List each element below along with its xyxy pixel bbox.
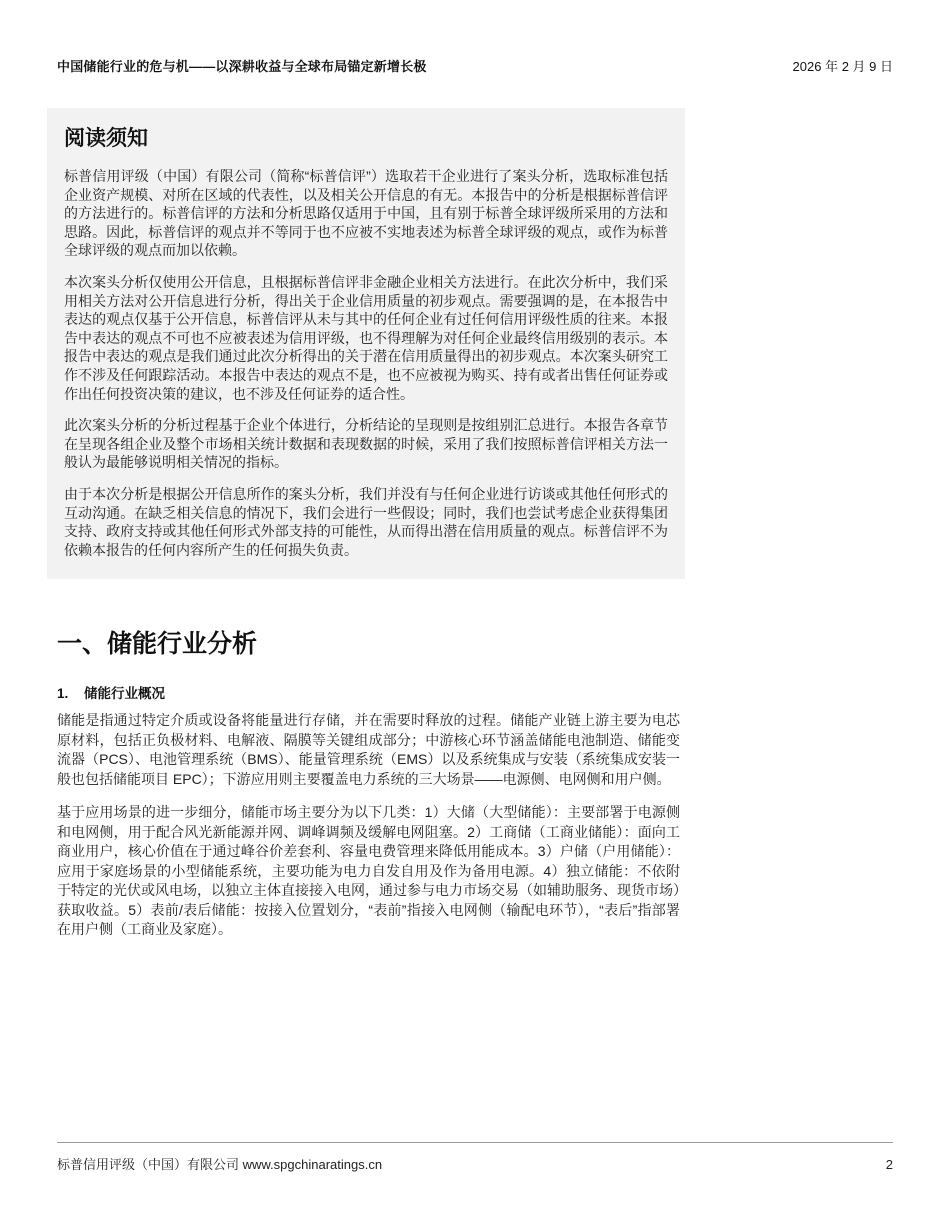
subsection-number: 1. [57, 686, 69, 701]
footer-page-number: 2 [885, 1157, 893, 1172]
page-header [57, 56, 893, 75]
notice-paragraph: 本次案头分析仅使用公开信息，且根据标普信评非金融企业相关方法进行。在此次分析中，我们采用相关方法对公开信息进行分析，得出关于企业信用质量的初步观点。需要强调的是，在本报告中表达的观点仅基于公开信息，标普信评从未与其中的任何企业有过任何信用评级性质的往来。本报告中表达的观点不可也不应被表述为信用评级，也不得理解为对任何企业最终信用级别的表示。本报告中表达的观点是我们通过此次分析得出的关于潜在信用质量得出的初步观点。本次案头研究工作不涉及任何跟踪活动。本报告中表达的观点不是，也不应被视为购买、持有或者出售任何证券或作出任何投资决策的建议，也不涉及任何证券的适合性。 [64, 273, 668, 402]
header-date: 2026 年 2 月 9 日 [792, 59, 893, 74]
section-heading: 一、储能行业分析 [57, 630, 258, 658]
footer-company: 标普信用评级（中国）有限公司 www.spgchinaratings.cn [57, 1157, 383, 1172]
notice-title: 阅读须知 [64, 127, 148, 150]
footer-divider [57, 1142, 893, 1143]
notice-box [47, 108, 685, 579]
body-paragraph: 储能是指通过特定介质或设备将能量进行存储，并在需要时释放的过程。储能产业链上游主要为电芯原材料，包括正负极材料、电解液、隔膜等关键组成部分；中游核心环节涵盖储能电池制造、储能变流器（PCS）、电池管理系统（BMS）、能量管理系统（EMS）以及系统集成与安装（系统集成安装一般也包括储能项目 EPC）；下游应用则主要覆盖电力系统的三大场景——电源侧、电网侧和用户侧。 [57, 712, 680, 787]
notice-paragraph: 此次案头分析的分析过程基于企业个体进行，分析结论的呈现则是按组别汇总进行。本报告各章节在呈现各组企业及整个市场相关统计数据和表现数据的时候，采用了我们按照标普信评相关方法一般认为最能够说明相关情况的指标。 [64, 417, 668, 471]
subsection-title: 储能行业概况 [84, 686, 165, 701]
section-body [57, 711, 680, 940]
body-paragraph: 基于应用场景的进一步细分，储能市场主要分为以下几类：1）大储（大型储能）：主要部署于电源侧和电网侧，用于配合风光新能源并网、调峰调频及缓解电网阻塞。2）工商储（工商业储能）：面向工商业用户，核心价值在于通过峰谷价差套利、容量电费管理来降低用能成本。3）户储（户用储能）：应用于家庭场景的小型储能系统，主要功能为电力自发自用及作为备用电源。4）独立储能：不依附于特定的光伏或风电场，以独立主体直接接入电网，通过参与电力市场交易（如辅助服务、现货市场）获取收益。5）表前/表后储能：按接入位置划分，“表前”指接入电网侧（输配电环节），“表后”指部署在用户侧（工商业及家庭）。 [57, 804, 680, 937]
page-footer [57, 1154, 893, 1173]
notice-paragraph: 由于本次分析是根据公开信息所作的案头分析，我们并没有与任何企业进行访谈或其他任何形式的互动沟通。在缺乏相关信息的情况下，我们会进行一些假设；同时，我们也尝试考虑企业获得集团支持、政府支持或其他任何形式外部支持的可能性，从而得出潜在信用质量的观点。标普信评不为依赖本报告的任何内容所产生的任何损失负责。 [64, 485, 668, 558]
subsection-heading [57, 682, 165, 702]
notice-paragraph: 标普信用评级（中国）有限公司（简称“标普信评”）选取若干企业进行了案头分析，选取标准包括企业资产规模、对所在区域的代表性，以及相关公开信息的有无。本报告中的分析是根据标普信评的方法进行的。标普信评的方法和分析思路仅适用于中国，且有别于标普全球评级所采用的方法和思路。因此，标普信评的观点并不等同于也不应被不实地表述为标普全球评级的观点，或作为标普全球评级的观点而加以依赖。 [64, 168, 668, 259]
header-title: 中国储能行业的危与机——以深耕收益与全球布局锚定新增长极 [57, 59, 427, 74]
